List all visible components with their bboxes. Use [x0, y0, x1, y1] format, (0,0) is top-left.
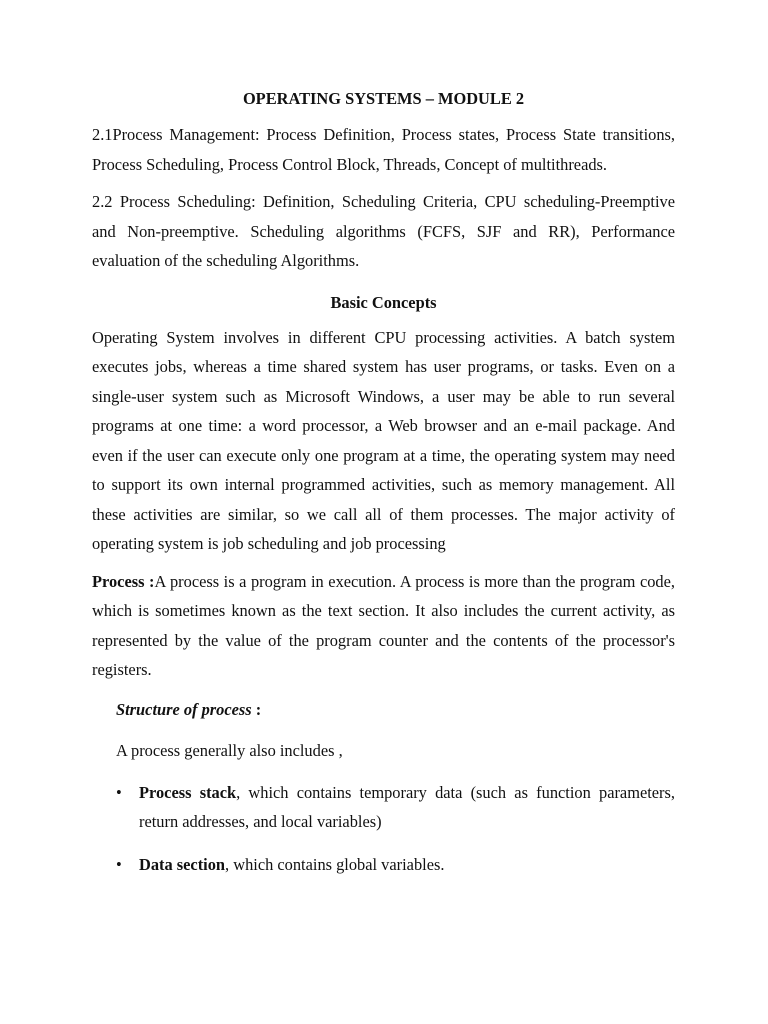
process-term: Process :: [92, 571, 155, 591]
structure-list: [92, 778, 675, 880]
section-2-2: 2.2 Process Scheduling: Definition, Scheduling Criteria, CPU scheduling-Preemptive and Non-preemptive. Scheduling algorithms (FCFS, SJF and RR), Performance evaluation of the scheduling Algorithms.: [92, 192, 675, 270]
process-paragraph: [92, 567, 675, 685]
structure-label: Structure of process: [116, 699, 252, 719]
bullet-term: Process stack: [139, 782, 237, 802]
basic-concepts-heading: Basic Concepts: [330, 292, 437, 312]
list-item: [92, 850, 675, 880]
process-definition: A process is a program in execution. A process is more than the program code, which is sometimes known as the text section. It also includes the current activity, as represented by the value of the program counter and the contents of the processor's registers.: [92, 571, 675, 679]
section-2-1: 2.1Process Management: Process Definition, Process states, Process State transitions, Process Scheduling, Process Control Block, Threads, Concept of multithreads.: [92, 125, 675, 174]
structure-heading: [116, 695, 675, 725]
list-item: [92, 778, 675, 837]
structure-colon: :: [251, 699, 262, 719]
structure-intro: A process generally also includes ,: [116, 741, 343, 760]
bullet-term: Data section: [139, 854, 226, 874]
bullet-text: , which contains temporary data (such as function parameters, return addresses, and local variables): [139, 782, 675, 831]
bullet-icon: •: [116, 854, 122, 874]
basic-concepts-paragraph: Operating System involves in different CPU processing activities. A batch system executes jobs, whereas a time shared system has user programs, or tasks. Even on a single-user system such as Microsoft Windows, a user may be able to run several programs at one time: a word processor, a Web browser and an e-mail package. And even if the user can execute only one program at a time, the operating system may need to support its own internal programmed activities, such as memory management. All these activities are similar, so we call all of them processes. The major activity of operating system is job scheduling and job processing: [92, 327, 675, 553]
document-title: OPERATING SYSTEMS – MODULE 2: [242, 89, 525, 108]
bullet-text: , which contains global variables.: [225, 854, 445, 874]
bullet-icon: •: [116, 782, 122, 802]
